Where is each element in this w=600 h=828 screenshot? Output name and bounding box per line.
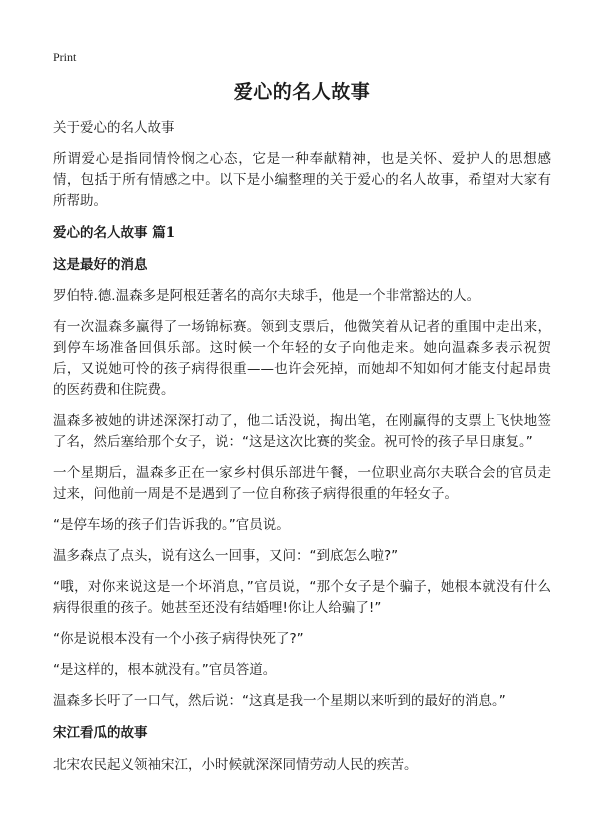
paragraph: 温森多长吁了一口气，然后说：“这真是我一个星期以来听到的最好的消息。”	[53, 693, 506, 709]
page-title: 爱心的名人故事	[233, 81, 371, 103]
paragraph: 温森多被她的讲述深深打动了，他二话没说，掏出笔，在刚赢得的支票上飞快地签了名，然后塞给那个女子，说：“这是这次比赛的奖金。祝可怜的孩子早日康复。”	[53, 413, 551, 450]
paragraph: “哦，对你来说这是一个坏消息，”官员说，“那个女子是个骗子，她根本就没有什么病得很重的孩子。她甚至还没有结婚哩!你让人给骗了!”	[53, 579, 551, 616]
section-heading: 这是最好的消息	[53, 257, 148, 273]
section-heading: 宋江看瓜的故事	[53, 725, 148, 741]
paragraph: 所谓爱心是指同情怜悯之心态，它是一种奉献精神，也是关怀、爱护人的思想感情，包括于所有情感之中。以下是小编整理的关于爱心的名人故事，希望对大家有所帮助。	[53, 151, 551, 209]
paragraph: “是停车场的孩子们告诉我的。”官员说。	[53, 517, 290, 533]
paragraph: “你是说根本没有一个小孩子病得快死了?”	[53, 631, 304, 647]
article-body	[53, 118, 551, 776]
paragraph: 温多森点了点头，说有这么一回事，又问：“到底怎么啦?”	[53, 548, 399, 564]
section-heading: 爱心的名人故事 篇1	[53, 225, 176, 241]
print-link[interactable]: Print	[53, 50, 77, 64]
paragraph: “是这样的，根本就没有。”官员答道。	[53, 662, 277, 678]
paragraph: 有一次温森多赢得了一场锦标赛。领到支票后，他微笑着从记者的重围中走出来，到停车场准备回俱乐部。这时候一个年轻的女子向他走来。她向温森多表示祝贺后，又说她可怜的孩子病得很重——也许会死掉，而她却不知如何才能支付起昂贵的医药费和住院费。	[53, 319, 551, 398]
paragraph: 关于爱心的名人故事	[53, 120, 175, 136]
paragraph: 一个星期后，温森多正在一家乡村俱乐部进午餐，一位职业高尔夫联合会的官员走过来，问他前一周是不是遇到了一位自称孩子病得很重的年轻女子。	[53, 465, 551, 502]
paragraph: 北宋农民起义领袖宋江，小时候就深深同情劳动人民的疾苦。	[53, 757, 418, 773]
paragraph: 罗伯特.德.温森多是阿根廷著名的高尔夫球手，他是一个非常豁达的人。	[53, 288, 481, 304]
